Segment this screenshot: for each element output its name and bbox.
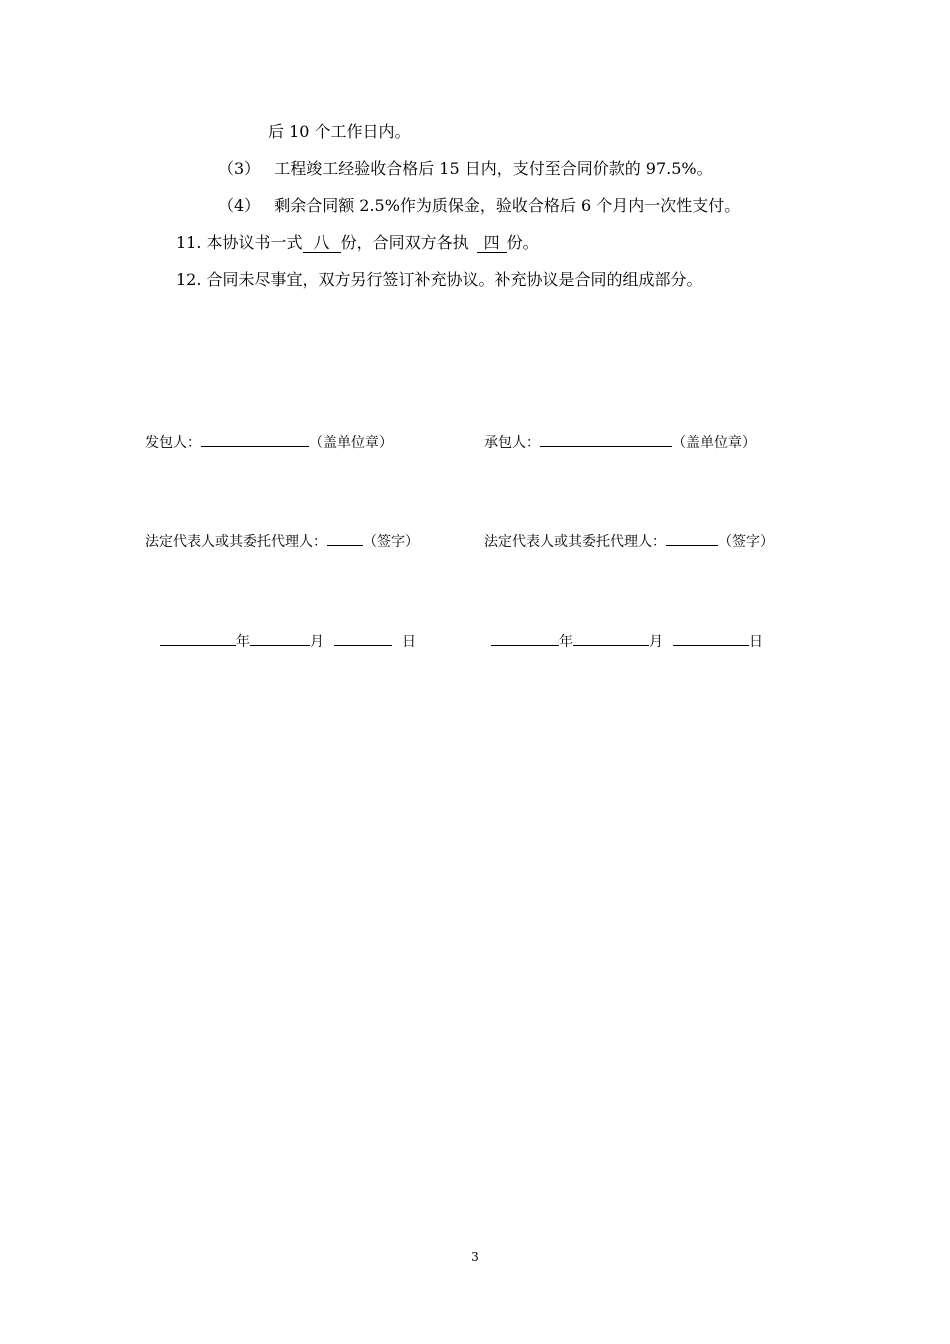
clause-11-middle: 份，合同双方各执	[340, 233, 469, 252]
clause-4-number: （4）	[218, 196, 261, 215]
date-b-row	[491, 629, 763, 652]
rep-b-signature-field[interactable]	[666, 529, 718, 546]
clause-12-number: 12.	[176, 270, 202, 289]
date-a-day-label: 日	[402, 634, 416, 650]
date-a-year-field[interactable]	[160, 629, 236, 646]
clause-3-text: 工程竣工经验收合格后 15 日内，支付至合同价款的 97.5%。	[274, 159, 713, 178]
rep-a-label: 法定代表人或其委托代理人：	[145, 534, 327, 550]
date-a-month-field[interactable]	[250, 629, 310, 646]
clause-4	[218, 196, 740, 216]
party-a-label: 发包人：	[145, 435, 201, 451]
rep-a-sign-note: （签字）	[363, 534, 419, 550]
date-b-year-label: 年	[559, 634, 573, 650]
clause-3-number: （3）	[218, 159, 261, 178]
rep-a-signature-field[interactable]	[327, 529, 363, 546]
date-b-year-field[interactable]	[491, 629, 559, 646]
clause-12	[176, 270, 703, 290]
party-a-row	[145, 430, 393, 453]
date-a-month-label: 月	[310, 634, 324, 650]
date-b-day-label: 日	[749, 634, 763, 650]
clause-11-suffix: 份。	[506, 233, 539, 252]
date-b-day-field[interactable]	[673, 629, 749, 646]
rep-b-sign-note: （签字）	[718, 534, 774, 550]
clause-11	[176, 233, 539, 253]
party-a-seal-note: （盖单位章）	[309, 435, 393, 451]
date-b-month-label: 月	[649, 634, 663, 650]
rep-b-label: 法定代表人或其委托代理人：	[484, 534, 666, 550]
party-a-field[interactable]	[201, 430, 309, 447]
date-a-day-field[interactable]	[334, 629, 392, 646]
clause-11-number: 11.	[176, 233, 202, 252]
copies-each-field[interactable]: 四	[477, 234, 507, 253]
rep-a-row	[145, 529, 419, 552]
party-b-field[interactable]	[540, 430, 672, 447]
copies-total-field[interactable]: 八	[303, 234, 341, 253]
date-a-row	[160, 629, 416, 652]
party-b-seal-note: （盖单位章）	[672, 435, 756, 451]
rep-b-row	[484, 529, 774, 552]
page-number: 3	[471, 1250, 479, 1264]
party-b-label: 承包人：	[484, 435, 540, 451]
clause-12-text: 合同未尽事宜，双方另行签订补充协议。补充协议是合同的组成部分。	[206, 270, 703, 289]
clause-4-text: 剩余合同额 2.5%作为质保金，验收合格后 6 个月内一次性支付。	[274, 196, 741, 215]
party-b-row	[484, 430, 756, 453]
clause-11-prefix: 本协议书一式	[206, 233, 303, 252]
date-a-year-label: 年	[236, 634, 250, 650]
date-b-month-field[interactable]	[573, 629, 649, 646]
clause-2-continuation: 后 10 个工作日内。	[268, 122, 411, 141]
clause-3	[218, 159, 713, 179]
